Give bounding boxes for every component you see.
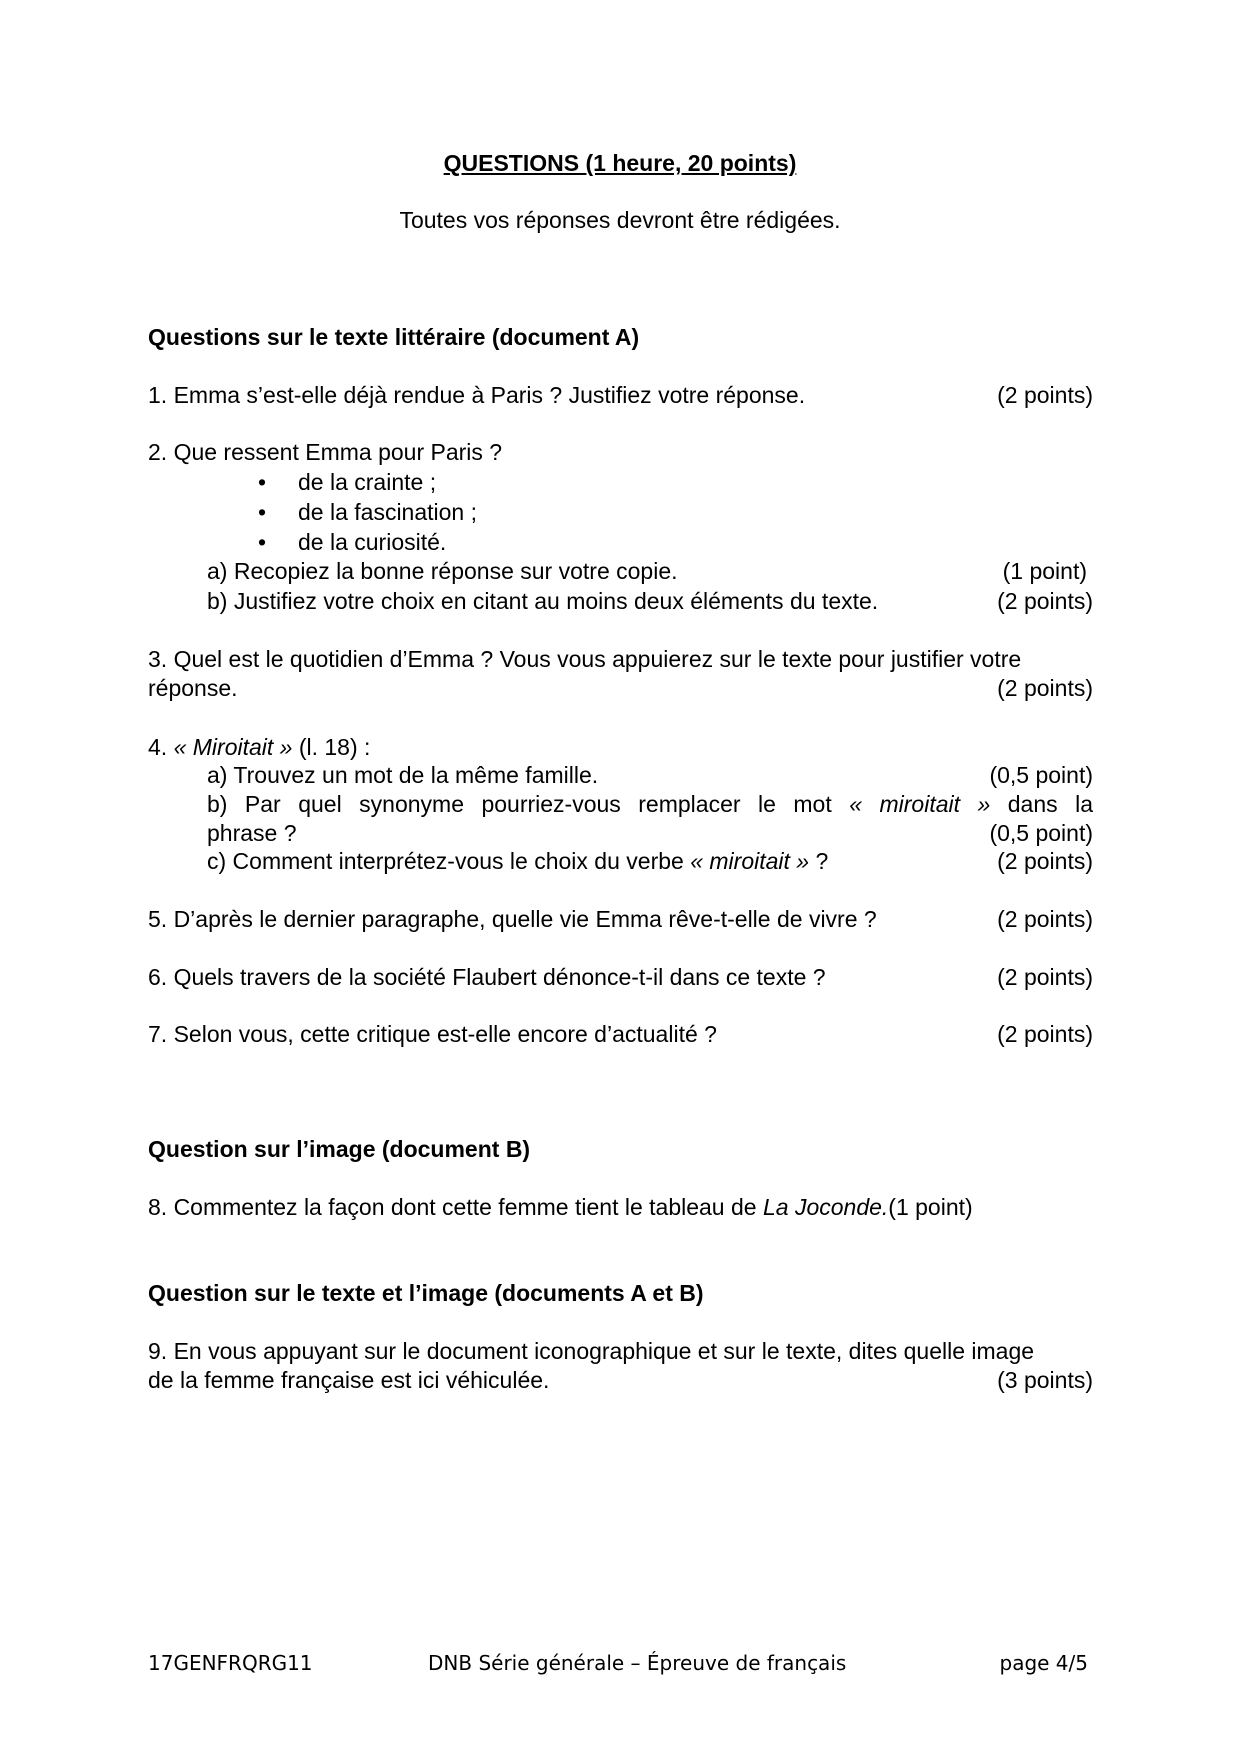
question-2a-points: (1 point) [1002, 558, 1087, 584]
page-subtitle: Toutes vos réponses devront être rédigées. [399, 207, 841, 233]
question-1-points: (2 points) [997, 382, 1093, 408]
question-4b-line2-text: phrase ? [207, 820, 297, 846]
bullet-icon: • [258, 469, 267, 495]
question-5-text: 5. D’après le dernier paragraphe, quelle vie Emma rêve-t-elle de vivre ? [148, 906, 877, 932]
question-4-quote: « Miroitait » [173, 734, 293, 760]
question-4c-post: ? [815, 848, 829, 874]
question-8-artwork-title: La Joconde. [762, 1194, 889, 1220]
question-3-points: (2 points) [997, 675, 1093, 701]
footer-page-number: page 4/5 [999, 1651, 1088, 1675]
question-4b-quote: « miroitait » [849, 791, 991, 817]
question-2-text: 2. Que ressent Emma pour Paris ? [148, 439, 503, 465]
question-9-line2-text: de la femme française est ici véhiculée. [148, 1367, 550, 1393]
question-7-text: 7. Selon vous, cette critique est-elle encore d’actualité ? [148, 1021, 717, 1047]
question-9-line1: 9. En vous appuyant sur le document iconographique et sur le texte, dites quelle image [148, 1338, 1035, 1364]
question-2b-points: (2 points) [997, 588, 1093, 614]
question-3-line2-text: réponse. [148, 675, 238, 701]
page-title: QUESTIONS (1 heure, 20 points) [443, 150, 797, 176]
question-3-line1: 3. Quel est le quotidien d’Emma ? Vous vous appuierez sur le texte pour justifier votre [148, 646, 1022, 672]
question-4b-text-end: dans la [1007, 791, 1094, 817]
question-2-option-text: de la crainte ; [298, 469, 437, 495]
footer-exam-title: DNB Série générale – Épreuve de français [428, 1651, 847, 1675]
question-9-points: (3 points) [997, 1367, 1093, 1393]
question-4-number: 4. [148, 734, 168, 760]
section-heading-documents-a-b: Question sur le texte et l’image (documents A et B) [148, 1280, 704, 1306]
question-8-points: (1 point) [888, 1194, 973, 1220]
question-4a-points: (0,5 point) [989, 762, 1093, 788]
question-4b-text: b) Par quel synonyme pourriez-vous remplacer le mot [207, 791, 832, 817]
question-4-text [148, 732, 370, 762]
bullet-icon: • [258, 529, 267, 555]
question-7-points: (2 points) [997, 1021, 1093, 1047]
question-4c-pre: c) Comment interprétez-vous le choix du verbe [207, 848, 684, 874]
question-6-text: 6. Quels travers de la société Flaubert dénonce-t-il dans ce texte ? [148, 964, 826, 990]
question-4b-line1 [207, 789, 1093, 819]
question-6-points: (2 points) [997, 964, 1093, 990]
question-8-text: 8. Commentez la façon dont cette femme tient le tableau de [148, 1194, 757, 1220]
question-4c-text [207, 846, 828, 876]
question-5-points: (2 points) [997, 906, 1093, 932]
question-4c-points: (2 points) [997, 848, 1093, 874]
question-4c-quote: « miroitait » [690, 848, 810, 874]
question-1-text: 1. Emma s’est-elle déjà rendue à Paris ? Justifiez votre réponse. [148, 382, 806, 408]
question-2-option-text: de la fascination ; [298, 499, 478, 525]
question-4-rest: (l. 18) : [298, 734, 371, 760]
question-4a-text: a) Trouvez un mot de la même famille. [207, 762, 599, 788]
question-2b-text: b) Justifiez votre choix en citant au moins deux éléments du texte. [207, 588, 879, 614]
bullet-icon: • [258, 499, 267, 525]
question-2a-text: a) Recopiez la bonne réponse sur votre copie. [207, 558, 678, 584]
footer-exam-code: 17GENFRQRG11 [148, 1651, 313, 1675]
question-2-option-text: de la curiosité. [298, 529, 447, 555]
section-heading-document-b: Question sur l’image (document B) [148, 1136, 531, 1162]
question-8 [148, 1192, 973, 1222]
question-4b-points: (0,5 point) [989, 820, 1093, 846]
section-heading-document-a: Questions sur le texte littéraire (document A) [148, 324, 640, 350]
